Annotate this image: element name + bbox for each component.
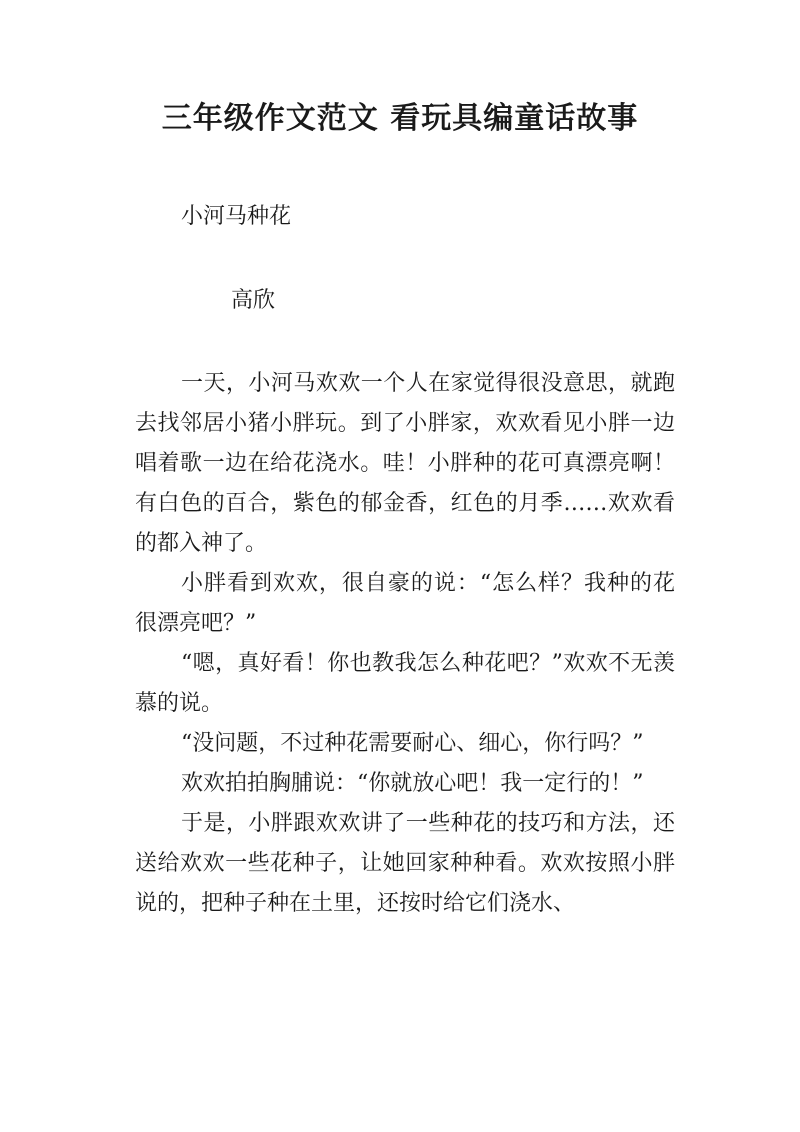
document-title: 三年级作文范文 看玩具编童话故事 [161,101,639,136]
paragraph: 小胖看到欢欢，很自豪的说：“怎么样？我种的花很漂亮吧？” [135,571,675,636]
paragraph: “没问题，不过种花需要耐心、细心，你行吗？” [181,731,644,756]
story-title: 小河马种花 [181,204,292,229]
paragraph: “嗯，真好看！你也教我怎么种花吧？”欢欢不无羡慕的说。 [135,651,675,716]
author-name: 高欣 [231,288,276,313]
paragraph: 于是，小胖跟欢欢讲了一些种花的技巧和方法，还送给欢欢一些花种子，让她回家种种看。欢欢按照小胖说的，把种子种在土里，还按时给它们浇水、 [135,811,675,916]
paragraph: 欢欢拍拍胸脯说：“你就放心吧！我一定行的！” [181,771,644,796]
paragraph: 一天，小河马欢欢一个人在家觉得很没意思，就跑去找邻居小猪小胖玩。到了小胖家，欢欢看见小胖一边唱着歌一边在给花浇水。哇！小胖种的花可真漂亮啊！有白色的百合，紫色的郁金香，红色的月季……欢欢看的都入神了。 [135,371,675,556]
story-body [135,364,675,924]
